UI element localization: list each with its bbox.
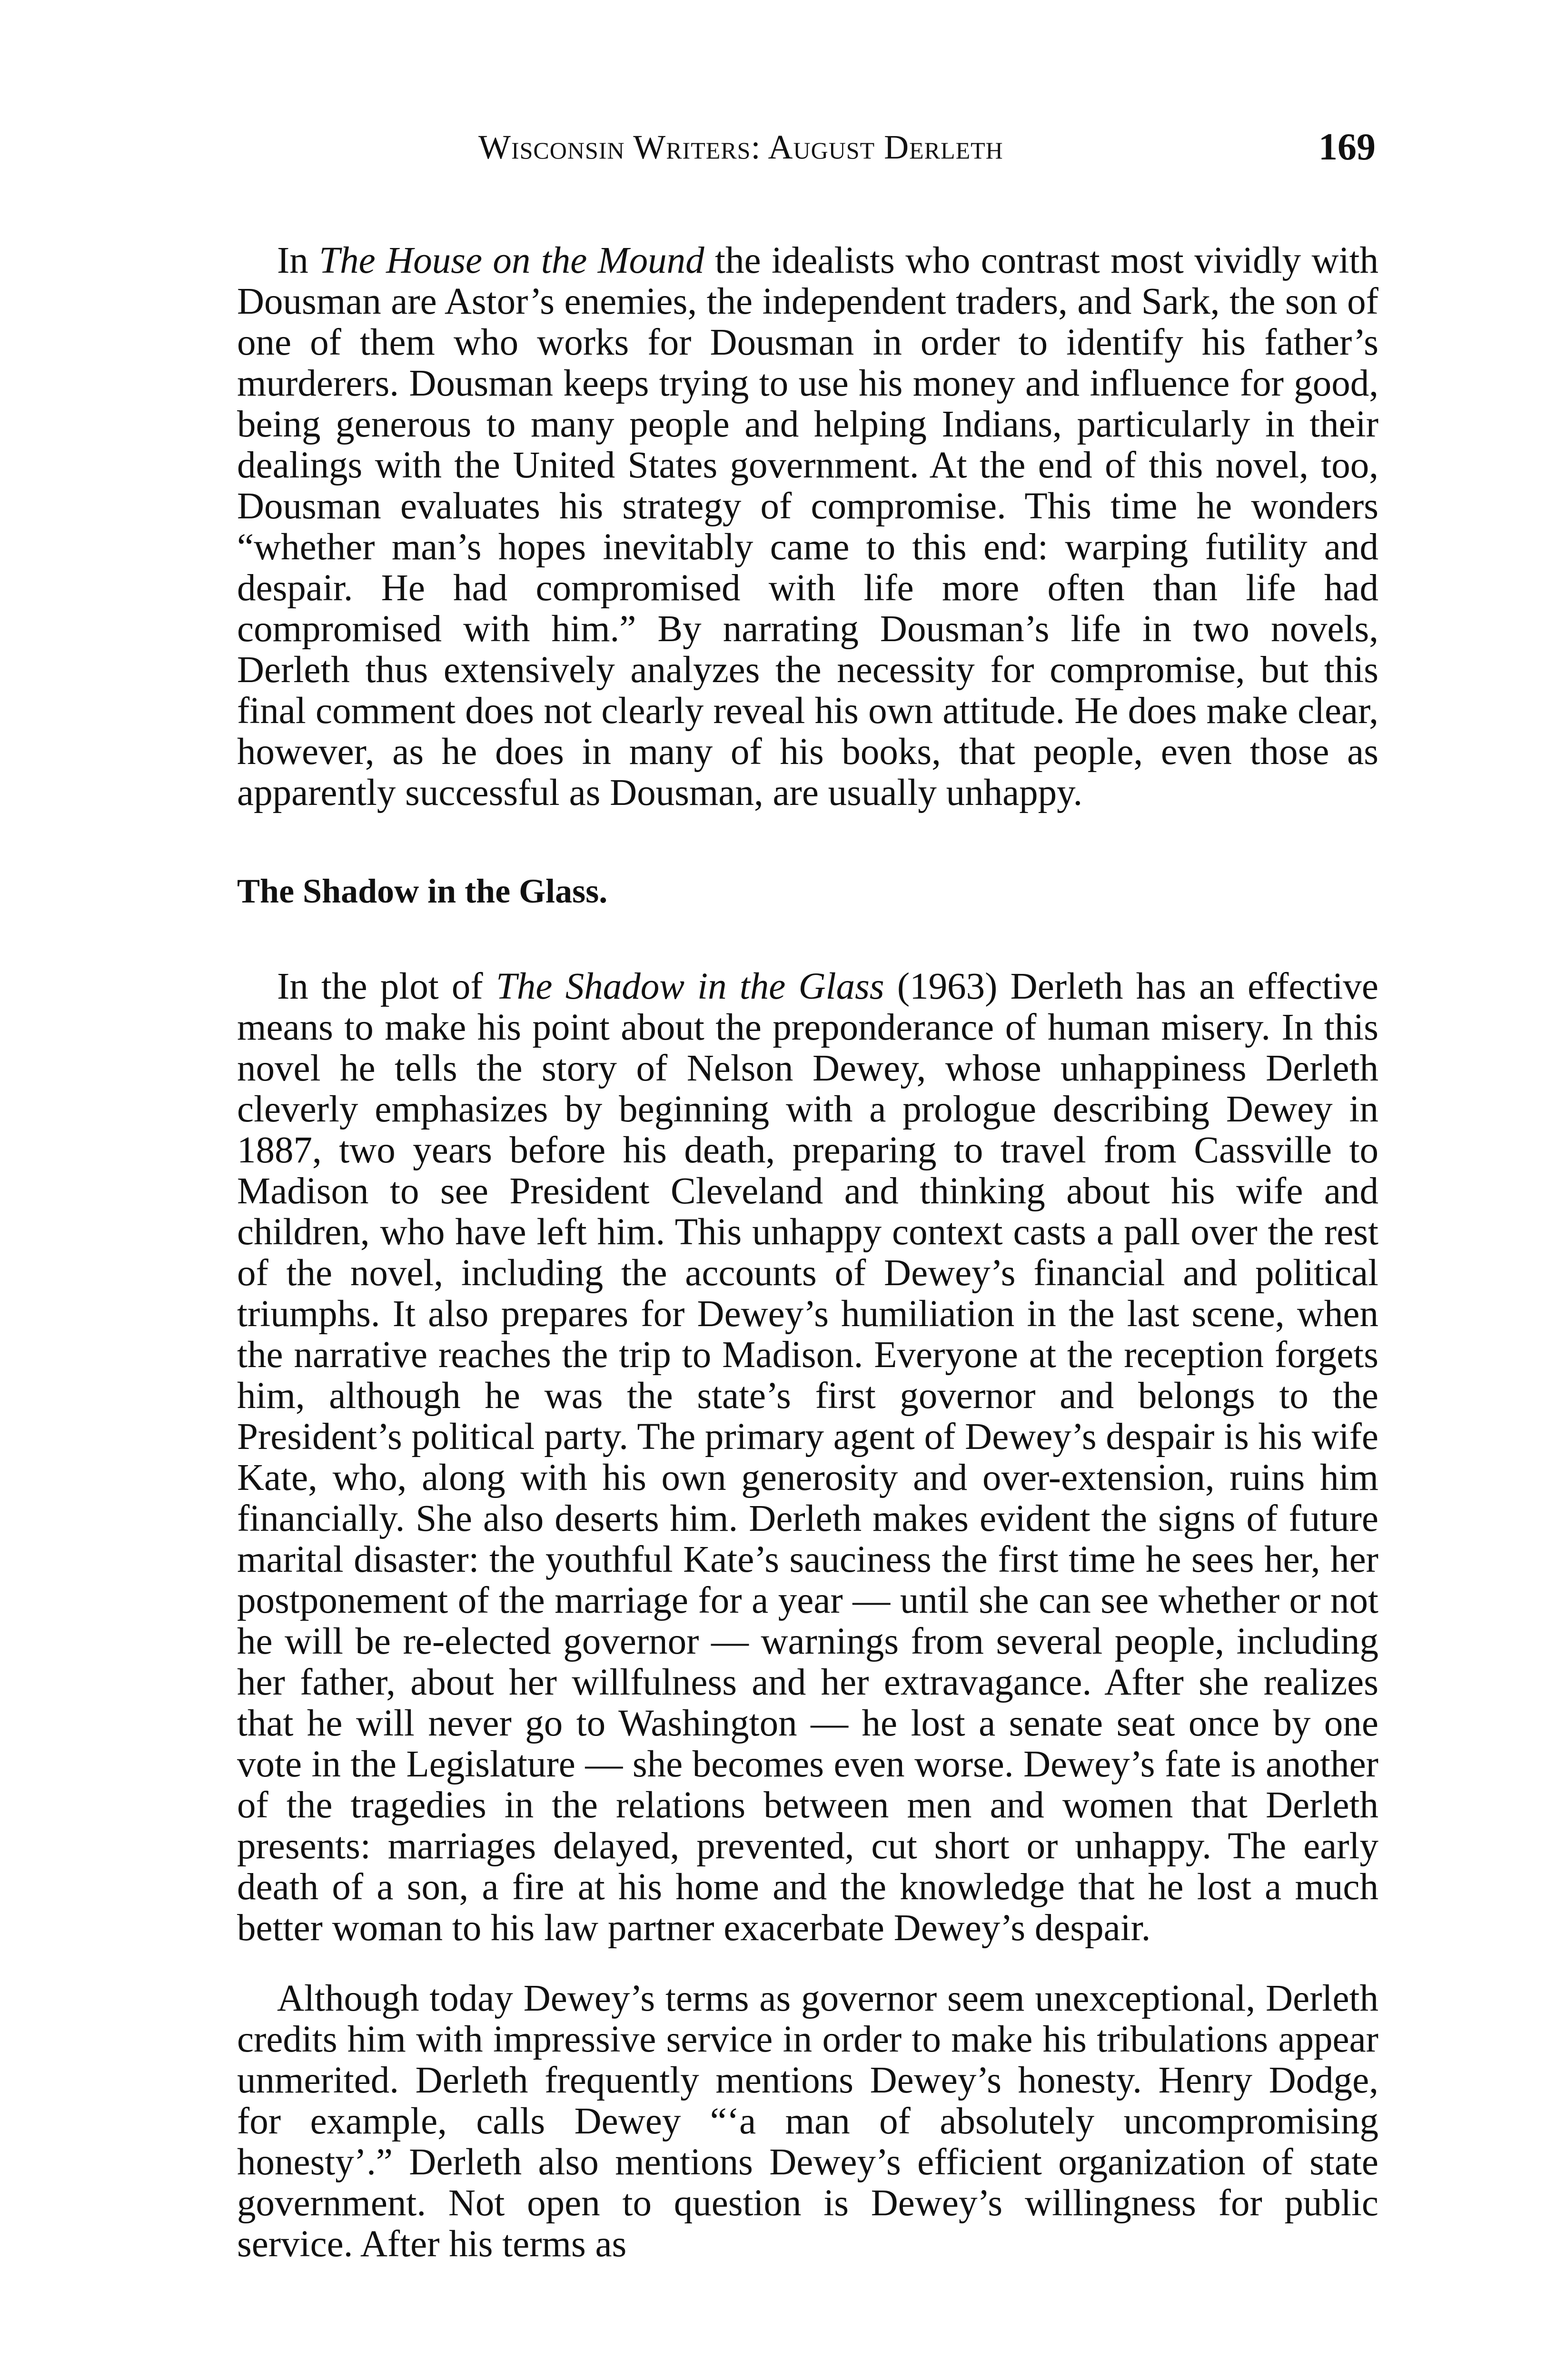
- paragraph-2-lead: In the plot of: [277, 966, 496, 1007]
- page-number: 169: [1318, 126, 1376, 168]
- paragraph-1-text: the idealists who contrast most vividly with Dousman are Astor’s enemies, the independent traders, and Sark, the son of one of them who works for Dousman in order to identify his father’s murderers. Dousman keeps trying to use his money and influence for good, being generous to many people and helping Indians, particularly in their dealings with the United States government. At the end of this novel, too, Dousman evaluates his strategy of compromise. This time he wonders “whether man’s hopes inevitably came to this end: warping futility and despair. He had compromised with life more often than life had compromised with him.” By narrating Dousman’s life in two novels, Derleth thus extensively analyzes the necessity for compromise, but this final comment does not clearly reveal his own attitude. He does make clear, however, as he does in many of his books, that people, even those as apparently successful as Dousman, are usually unhappy.: [237, 240, 1378, 813]
- section-heading: The Shadow in the Glass.: [237, 872, 608, 910]
- paragraph-shadow-in-the-glass: [237, 966, 1378, 1949]
- running-head: [238, 128, 1376, 185]
- running-title: Wisconsin Writers: August Derleth: [478, 128, 1003, 166]
- paragraph-dewey-service: Although today Dewey’s terms as governor seem unexceptional, Derleth credits him with impressive service in order to make his tribulations appear unmerited. Derleth frequently mentions Dewey’s honesty. Henry Dodge, for example, calls Dewey “‘a man of absolutely uncompromising honesty’.” Derleth also mentions Dewey’s efficient organization of state government. Not open to question is Dewey’s willingness for public service. After his terms as: [237, 1978, 1378, 2265]
- book-title-house-on-the-mound: The House on the Mound: [319, 240, 704, 281]
- paragraph-house-on-the-mound: [237, 240, 1378, 813]
- paragraph-1-lead: In: [277, 240, 319, 281]
- body-text: [237, 240, 1378, 2265]
- book-title-shadow-in-the-glass: The Shadow in the Glass: [496, 966, 884, 1007]
- paragraph-2-text: (1963) Derleth has an effective means to make his point about the preponderance of human misery. In this novel he tells the story of Nelson Dewey, whose unhappiness Derleth cleverly emphasizes by beginning with a prologue describing Dewey in 1887, two years before his death, preparing to travel from Cassville to Madison to see President Cleveland and thinking about his wife and children, who have left him. This unhappy context casts a pall over the rest of the novel, including the accounts of Dewey’s financial and political triumphs. It also prepares for Dewey’s humiliation in the last scene, when the narrative reaches the trip to Madison. Everyone at the reception forgets him, although he was the state’s first governor and belongs to the President’s political party. The primary agent of Dewey’s despair is his wife Kate, who, along with his own generosity and over-extension, ruins him financially. She also deserts him. Derleth makes evident the signs of future marital disaster: the youthful Kate’s sauciness the first time he sees her, her postponement of the marriage for a year — until she can see whether or not he will be re-elected governor — warnings from several people, including her father, about her willfulness and her extravagance. After she realizes that he will never go to Washington — he lost a senate seat once by one vote in the Legislature — she becomes even worse. Dewey’s fate is another of the tragedies in the relations between men and women that Derleth presents: marriages delayed, prevented, cut short or unhappy. The early death of a son, a fire at his home and the knowledge that he lost a much better woman to his law partner exacerbate Dewey’s despair.: [237, 966, 1378, 1949]
